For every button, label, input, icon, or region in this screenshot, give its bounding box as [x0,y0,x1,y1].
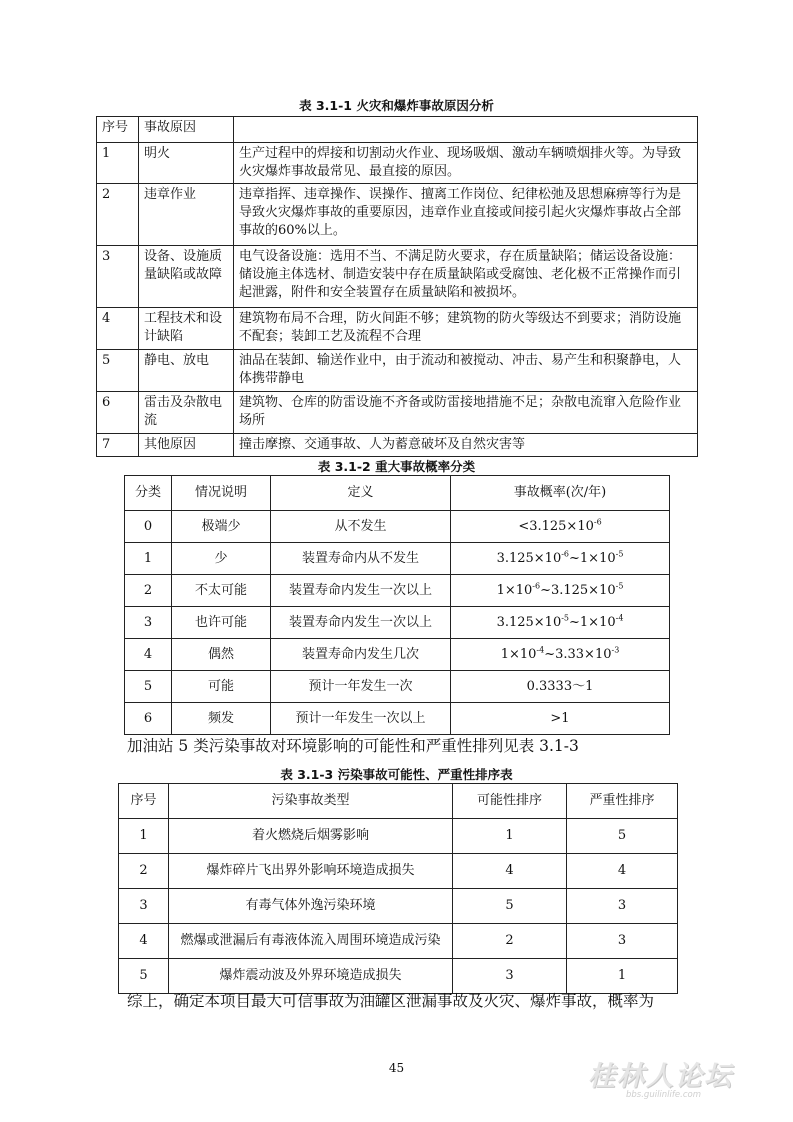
cell-no: 1 [119,819,169,854]
header-cell [234,117,698,143]
table-row [97,434,698,457]
table-row [119,889,678,924]
table-header-row [119,784,678,819]
cell-level: 少 [172,543,271,575]
table-row [125,511,670,543]
cell-def: 装置寿命内发生几次 [271,639,451,671]
cell-type: 爆炸碎片飞出界外影响环境造成损失 [169,854,453,889]
header-cell: 情况说明 [172,476,271,511]
cell-no: 6 [97,392,139,434]
cell-def: 预计一年发生一次 [271,671,451,703]
cell-possibility: 5 [453,889,567,924]
header-cell: 序号 [119,784,169,819]
header-cell: 事故概率(次/年) [451,476,670,511]
cell-cls: 5 [125,671,172,703]
cell-cause: 工程技术和设计缺陷 [139,308,234,350]
cell-possibility: 3 [453,959,567,994]
table-row [97,184,698,246]
cell-no: 2 [97,184,139,246]
header-cell: 严重性排序 [567,784,678,819]
table-row [125,607,670,639]
cell-desc: 建筑物、仓库的防雷设施不齐备或防雷接地措施不足；杂散电流窜入危险作业场所 [234,392,698,434]
cell-def: 装置寿命内发生一次以上 [271,575,451,607]
watermark-main-text: 桂林人论坛 [588,1061,733,1092]
cell-prob: >1 [451,703,670,735]
cell-cause: 雷击及杂散电流 [139,392,234,434]
cell-no: 7 [97,434,139,457]
table-header-row [125,476,670,511]
cell-desc: 电气设备设施：选用不当、不满足防火要求，存在质量缺陷；储运设备设施：储设施主体选材、制造安装中存在质量缺陷或受腐蚀、老化极不正常操作而引起泄露，附件和安全装置存在质量缺陷和被损坏。 [234,246,698,308]
cell-no: 5 [119,959,169,994]
cell-severity: 5 [567,819,678,854]
cell-desc: 违章指挥、违章操作、误操作、擅离工作岗位、纪律松弛及思想麻痹等行为是导致火灾爆炸事故的重要原因，违章作业直接或间接引起火灾爆炸事故占全部事故的60%以上。 [234,184,698,246]
cell-no: 3 [97,246,139,308]
cell-level: 可能 [172,671,271,703]
cell-cls: 6 [125,703,172,735]
paragraph-conclusion: 综上，确定本项目最大可信事故为油罐区泄漏事故及火灾、爆炸事故，概率为 [127,992,655,1010]
cell-no: 5 [97,350,139,392]
cell-cause: 静电、放电 [139,350,234,392]
cell-prob: $1\times 10^{-4}\sim 3.33\times 10^{-3}$ [451,639,670,671]
header-cell: 可能性排序 [453,784,567,819]
header-cell: 分类 [125,476,172,511]
cell-level: 极端少 [172,511,271,543]
cell-cause: 设备、设施质量缺陷或故障 [139,246,234,308]
paragraph-intro: 加油站 5 类污染事故对环境影响的可能性和严重性排列见表 3.1-3 [127,737,579,755]
pollution-ranking-table [118,783,678,994]
cell-desc: 撞击摩擦、交通事故、人为蓄意破坏及自然灾害等 [234,434,698,457]
fire-explosion-cause-table [96,116,698,457]
cell-no: 2 [119,854,169,889]
header-cell: 事故原因 [139,117,234,143]
table3-caption: 表 3.1-3 污染事故可能性、严重性排序表 [280,767,513,782]
cell-def: 装置寿命内从不发生 [271,543,451,575]
table-row [125,671,670,703]
cell-type: 爆炸震动波及外界环境造成损失 [169,959,453,994]
accident-probability-table [124,475,670,735]
cell-def: 预计一年发生一次以上 [271,703,451,735]
cell-cause: 明火 [139,143,234,184]
cell-no: 4 [119,924,169,959]
cell-level: 偶然 [172,639,271,671]
cell-cls: 2 [125,575,172,607]
cell-cls: 3 [125,607,172,639]
forum-watermark-logo [588,1054,748,1104]
cell-severity: 4 [567,854,678,889]
cell-severity: 3 [567,889,678,924]
table-row [97,143,698,184]
cell-prob: $<3.125\times 10^{-6}$ [451,511,670,543]
cell-prob: $1\times 10^{-6}\sim 3.125\times 10^{-5}$ [451,575,670,607]
cell-desc: 生产过程中的焊接和切割动火作业、现场吸烟、激动车辆喷烟排火等。为导致火灾爆炸事故最常见、最直接的原因。 [234,143,698,184]
table-row [97,308,698,350]
cell-no: 4 [97,308,139,350]
table2-caption: 表 3.1-2 重大事故概率分类 [317,459,476,474]
cell-level: 频发 [172,703,271,735]
header-cell: 序号 [97,117,139,143]
table-row [125,639,670,671]
cell-def: 从不发生 [271,511,451,543]
cell-cause: 其他原因 [139,434,234,457]
cell-cls: 4 [125,639,172,671]
cell-possibility: 2 [453,924,567,959]
cell-type: 着火燃烧后烟雾影响 [169,819,453,854]
cell-level: 也许可能 [172,607,271,639]
table-row [97,392,698,434]
cell-severity: 1 [567,959,678,994]
cell-prob: $3.125\times 10^{-5}\sim 1\times 10^{-4}$ [451,607,670,639]
table-row [119,959,678,994]
cell-desc: 建筑物布局不合理，防火间距不够；建筑物的防火等级达不到要求；消防设施不配套；装卸工艺及流程不合理 [234,308,698,350]
cell-level: 不太可能 [172,575,271,607]
cell-desc: 油品在装卸、输送作业中，由于流动和被搅动、冲击、易产生和积聚静电，人体携带静电 [234,350,698,392]
table-row [119,854,678,889]
table1-caption: 表 3.1-1 火灾和爆炸事故原因分析 [299,98,494,113]
cell-cause: 违章作业 [139,184,234,246]
page-number: 45 [388,1061,405,1075]
cell-type: 有毒气体外逸污染环境 [169,889,453,924]
cell-severity: 3 [567,924,678,959]
table-row [125,703,670,735]
table-header-row [97,117,698,143]
cell-type: 燃爆或泄漏后有毒液体流入周围环境造成污染 [169,924,453,959]
header-cell: 定义 [271,476,451,511]
cell-possibility: 4 [453,854,567,889]
watermark-url-text: bbs.guilinlife.com [626,1090,701,1100]
cell-no: 1 [97,143,139,184]
cell-cls: 1 [125,543,172,575]
cell-def: 装置寿命内发生一次以上 [271,607,451,639]
cell-prob: 0.3333～1 [451,671,670,703]
table-row [125,575,670,607]
cell-no: 3 [119,889,169,924]
table-row [119,924,678,959]
table-row [119,819,678,854]
cell-prob: $3.125\times 10^{-6}\sim 1\times 10^{-5}$ [451,543,670,575]
table-row [97,246,698,308]
table-row [125,543,670,575]
table-row [97,350,698,392]
header-cell: 污染事故类型 [169,784,453,819]
cell-cls: 0 [125,511,172,543]
cell-possibility: 1 [453,819,567,854]
